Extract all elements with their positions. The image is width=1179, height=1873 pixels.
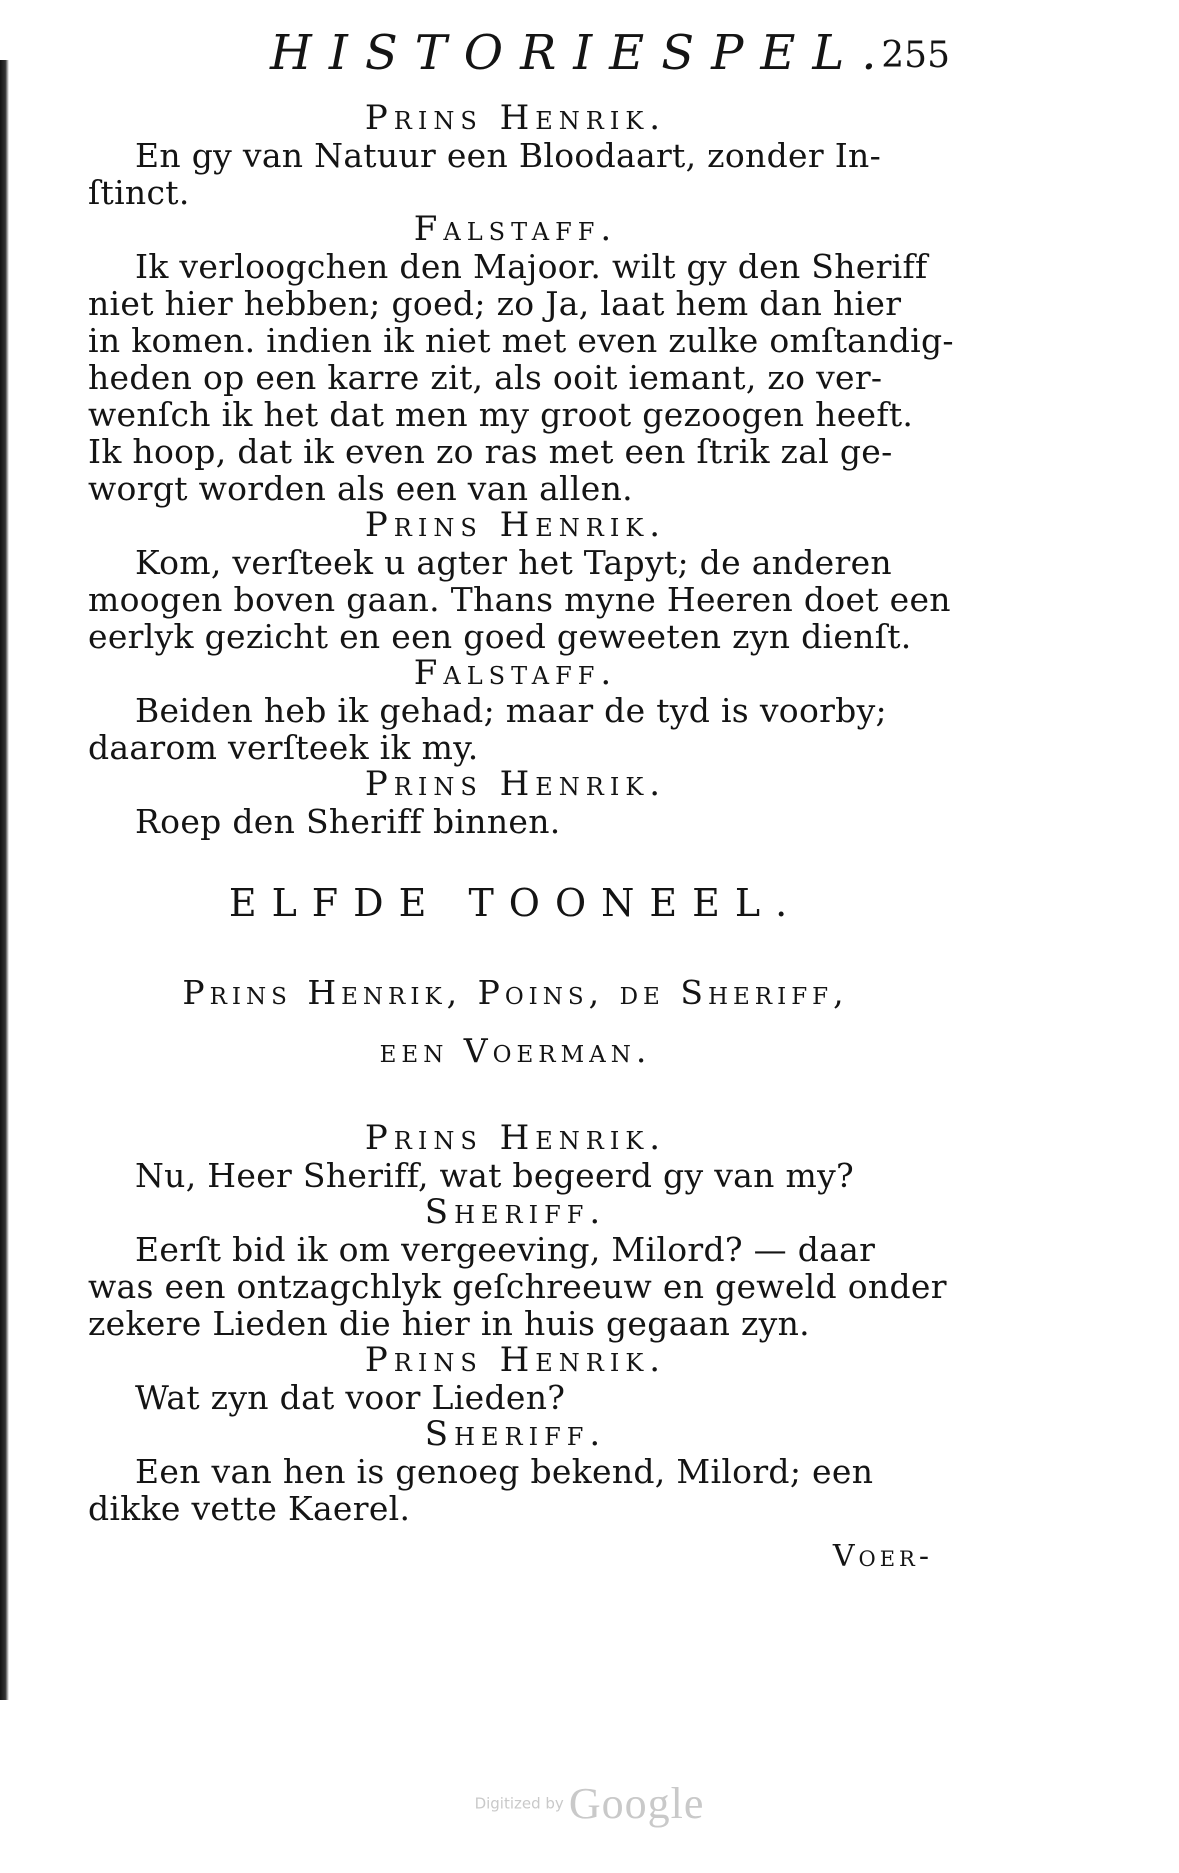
digitization-watermark (0, 1778, 1179, 1829)
cast-list (88, 964, 943, 1080)
dialogue-line: Wat zyn dat voor Lieden? (135, 1378, 566, 1417)
dialogue-line: wenſch ik het dat men my groot gezoogen heeft. (88, 395, 914, 434)
scene-title: ELFDE TOONEEL. (228, 881, 803, 925)
dialogue-line: in komen. indien ik niet met even zulke omſtandig- (88, 321, 954, 360)
dialogue-line: Ik verloogchen den Majoor. wilt gy den Sheriff (135, 247, 928, 286)
speaker-heading: Prins Henrik. (364, 764, 667, 804)
dialogue-line: ſtinct. (88, 173, 190, 212)
dialogue-line: En gy van Natuur een Bloodaart, zonder In- (135, 136, 882, 175)
speaker-heading: Sheriff. (424, 1414, 607, 1454)
dialogue-line: Roep den Sheriff binnen. (135, 802, 561, 841)
cast-list-line: een Voerman. (379, 1031, 652, 1070)
dialogue-line: worgt worden als een van allen. (88, 469, 633, 508)
dialogue-line: Ik hoop, dat ik even zo ras met een ſtrik zal ge- (88, 432, 893, 471)
dialogue-line: Nu, Heer Sheriff, wat begeerd gy van my? (135, 1156, 855, 1195)
google-logo: Google (568, 1779, 705, 1828)
digitized-by-label: Digitized by (474, 1794, 564, 1813)
speaker-heading: Falstaff. (413, 209, 618, 249)
page-header (270, 18, 950, 88)
dialogue-line: eerlyk gezicht en een goed geweeten zyn dienſt. (88, 617, 912, 656)
dialogue-line: niet hier hebben; goed; zo Ja, laat hem dan hier (88, 284, 902, 323)
dialogue-line: zekere Lieden die hier in huis gegaan zyn. (88, 1304, 810, 1343)
dialogue-line: dikke vette Kaerel. (88, 1489, 411, 1528)
dialogue-line: Kom, verſteek u agter het Tapyt; de anderen (135, 543, 892, 582)
page-binding-edge (0, 60, 9, 1700)
cast-list-line: Prins Henrik, Poins, de Sheriff, (182, 973, 849, 1012)
dialogue-line: Een van hen is genoeg bekend, Milord; een (135, 1452, 874, 1491)
speaker-heading: Prins Henrik. (364, 505, 667, 545)
speaker-heading: Sheriff. (424, 1192, 607, 1232)
dialogue-line: was een ontzagchlyk geſchreeuw en geweld onder (88, 1267, 947, 1306)
dialogue-line: Beiden heb ik gehad; maar de tyd is voorby; (135, 691, 887, 730)
dialogue-line: daarom verſteek ik my. (88, 728, 479, 767)
dialogue-line: heden op een karre zit, als ooit iemant, zo ver- (88, 358, 883, 397)
page-number: 255 (881, 35, 950, 76)
speaker-heading: Prins Henrik. (364, 1118, 667, 1158)
speaker-heading: Falstaff. (413, 653, 618, 693)
speaker-heading: Prins Henrik. (364, 98, 667, 138)
play-text (88, 98, 954, 1587)
speaker-heading: Prins Henrik. (364, 1340, 667, 1380)
catchword: Voer- (832, 1539, 933, 1574)
running-title: HISTORIESPEL. (270, 25, 894, 81)
dialogue-line: Eerſt bid ik om vergeeving, Milord? — daar (135, 1230, 876, 1269)
dialogue-line: moogen boven gaan. Thans myne Heeren doet een (88, 580, 951, 619)
